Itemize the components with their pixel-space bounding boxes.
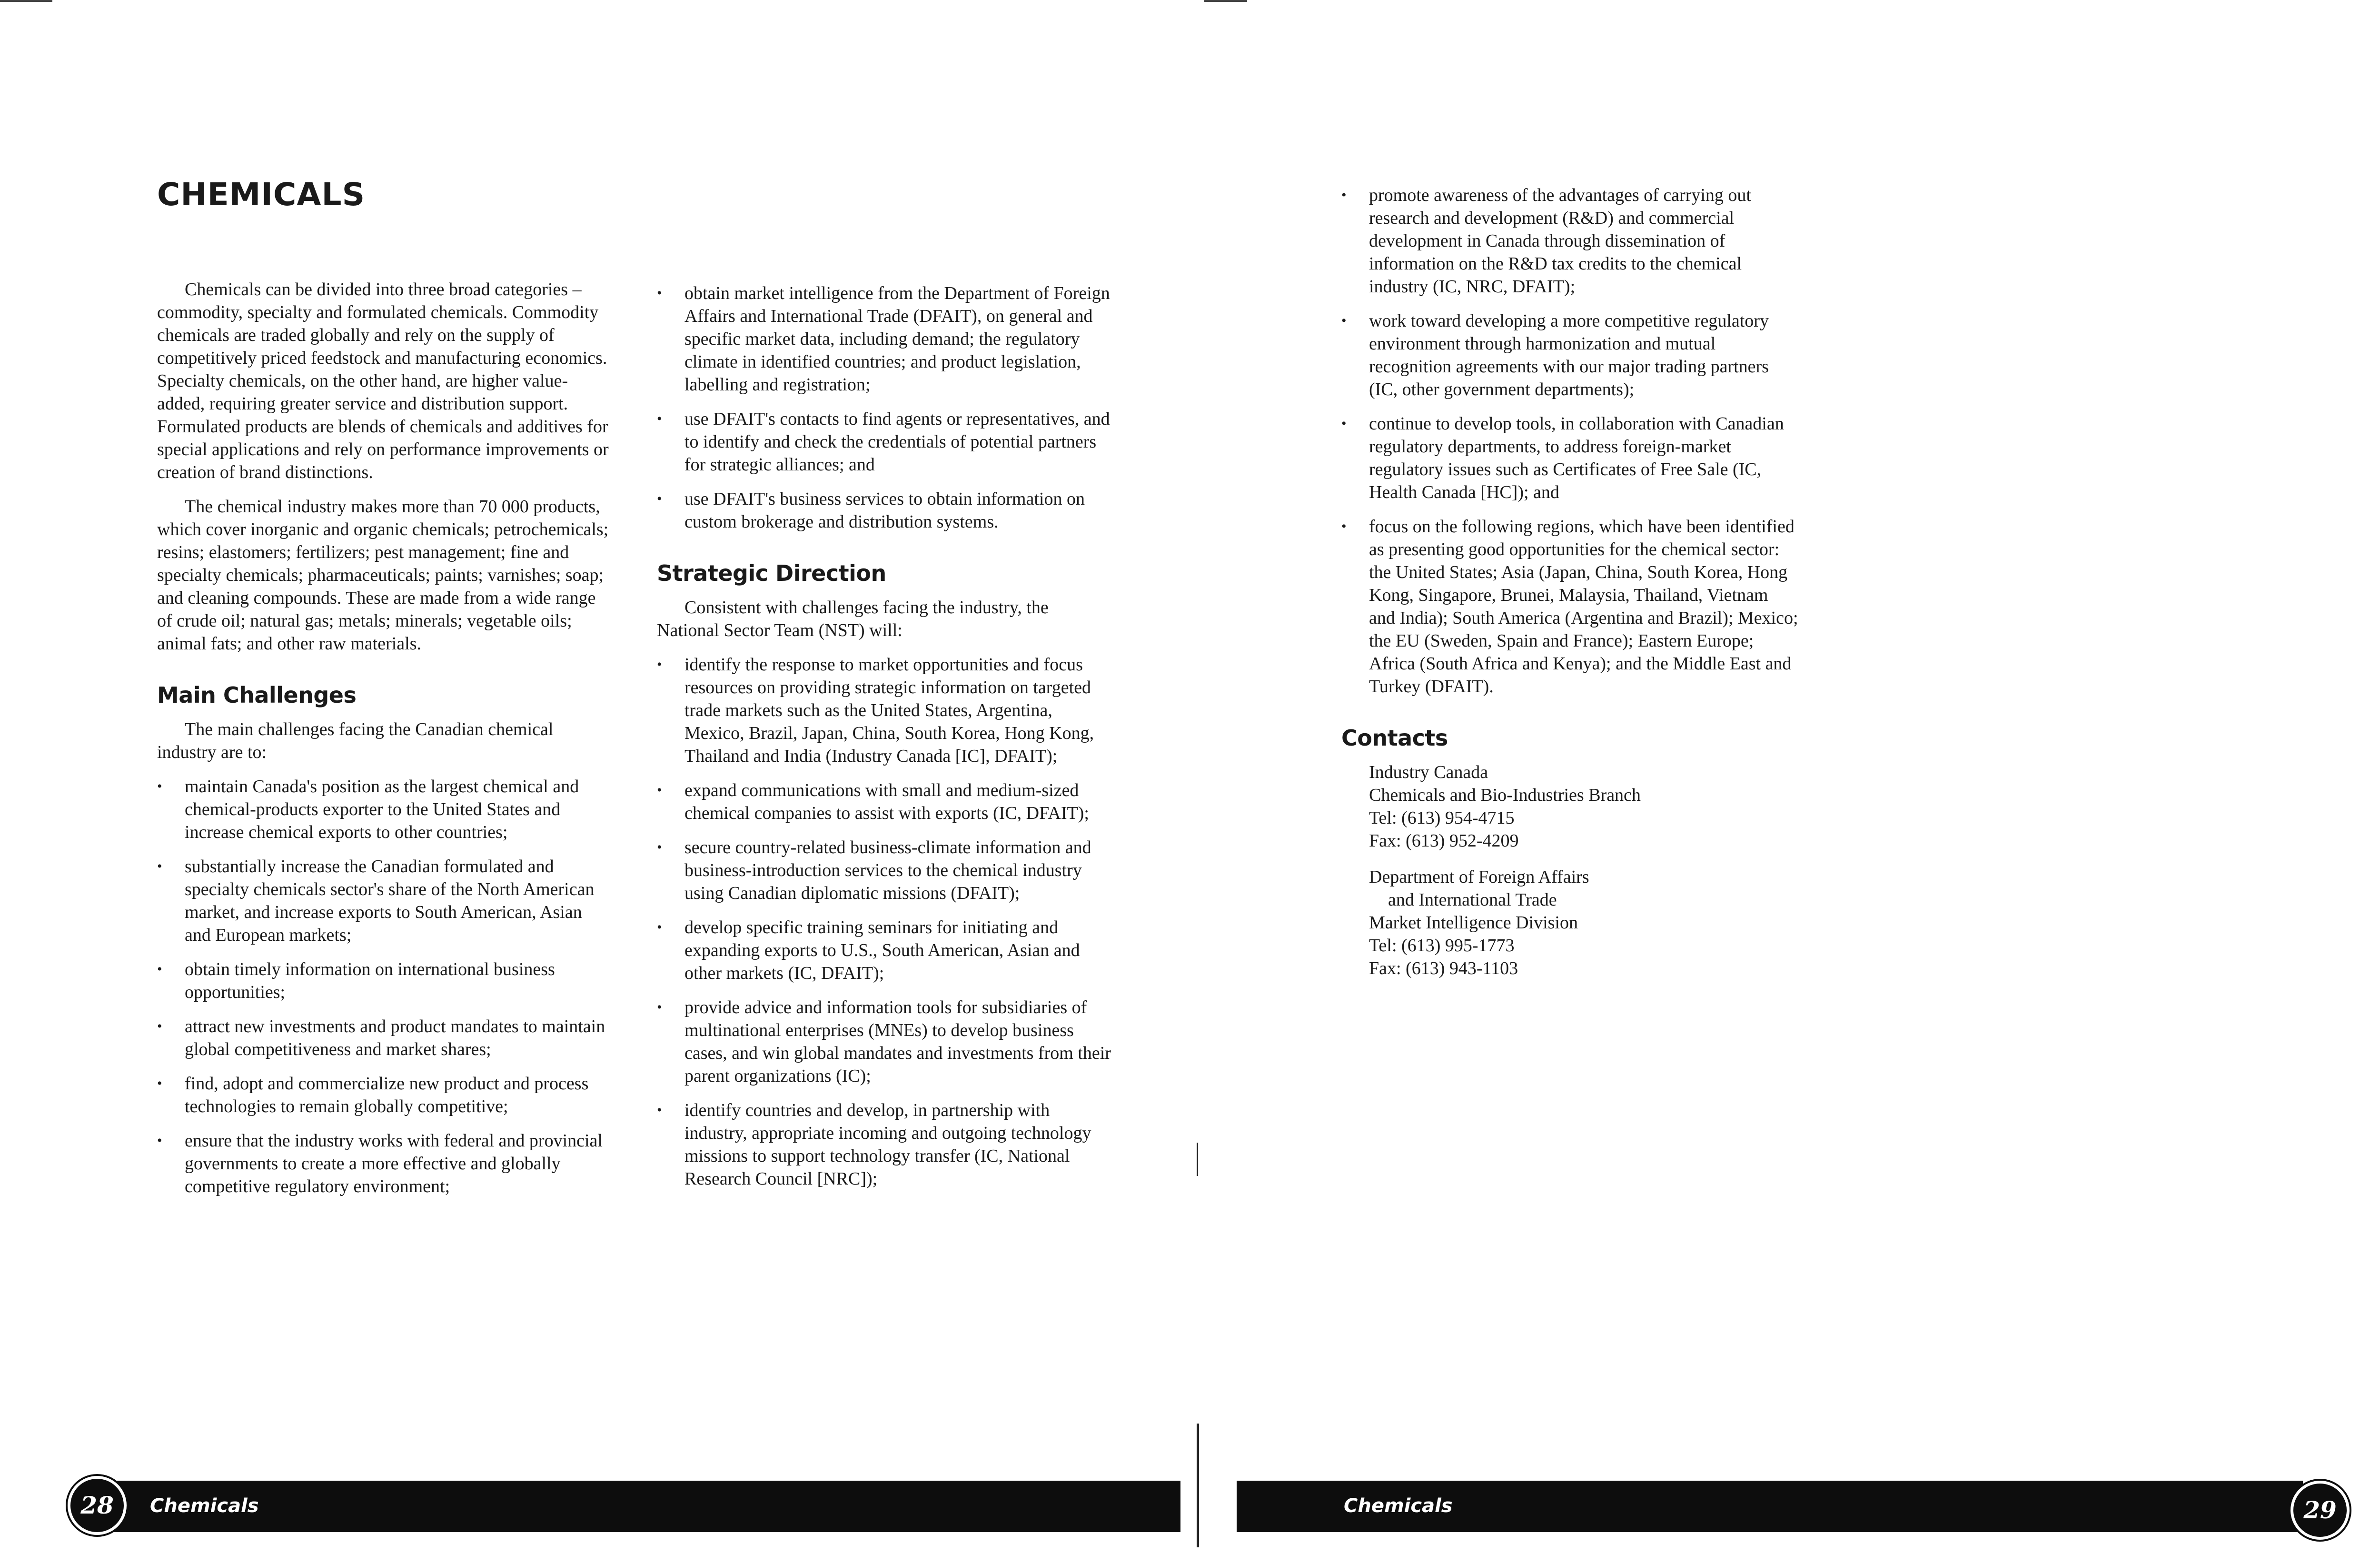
list-item: • identify countries and develop, in partnership with industry, appropriate incoming and outgoing technology missions to support technology transfer (IC, National Research Council [NRC]); — [657, 1099, 1114, 1190]
list-item: • expand communications with small and medium-sized chemical companies to assist with exports (IC, DFAIT); — [657, 779, 1114, 825]
strategic-direction-intro: Consistent with challenges facing the industry, the National Sector Team (NST) will: — [657, 598, 1049, 640]
page-spine — [1197, 1424, 1199, 1547]
list-item: • use DFAIT's contacts to find agents or representatives, and to identify and check the credentials of potential partners for strategic alliances; and — [657, 408, 1114, 476]
list-item: • use DFAIT's business services to obtain information on custom brokerage and distribution systems. — [657, 488, 1114, 533]
right-footer-label: Chemicals — [1344, 1495, 1453, 1517]
bullet-icon: • — [1341, 518, 1347, 534]
contact-org: Department of Foreign Affairs — [1369, 867, 1589, 887]
list-item: • find, adopt and commercialize new product and process technologies to remain globally competitive; — [157, 1072, 609, 1118]
contact-org-continued: and International Trade — [1388, 890, 1557, 910]
bullet-icon: • — [157, 1018, 162, 1034]
bullet-icon: • — [157, 961, 162, 977]
bullet-icon: • — [657, 919, 662, 935]
contact-tel: Tel: (613) 954-4715 — [1369, 808, 1515, 828]
bullet-icon: • — [657, 839, 662, 855]
bullet-icon: • — [657, 285, 662, 301]
top-edge-line-left — [0, 0, 52, 2]
contact-dfait — [1341, 866, 1798, 980]
list-item: • substantially increase the Canadian formulated and specialty chemicals sector's share of the North American market, and increase exports to South American, Asian and European markets; — [157, 855, 609, 946]
main-challenges-heading: Main Challenges — [157, 682, 357, 708]
top-edge-line-right — [1204, 0, 1247, 2]
contact-division: Market Intelligence Division — [1369, 913, 1578, 933]
bullet-icon: • — [657, 1102, 662, 1118]
left-column — [157, 278, 609, 1209]
right-column — [1341, 184, 1798, 993]
intro-paragraph-2: The chemical industry makes more than 70 000 products, which cover inorganic and organic chemicals; petrochemicals; resins; elastomers; fertilizers; pest management; fine and specialty chemicals; pharmaceuticals; paints; varnishes; soap; and cleaning compounds. These are made from a wide range of crude oil; natural gas; metals; minerals; vegetable oils; animal fats; and other raw materials. — [157, 497, 609, 654]
list-item: • ensure that the industry works with federal and provincial governments to create a more effective and globally competitive regulatory environment; — [157, 1129, 609, 1198]
bullet-icon: • — [657, 657, 662, 672]
list-item: • attract new investments and product mandates to maintain global competitiveness and market shares; — [157, 1015, 609, 1061]
contact-division: Chemicals and Bio-Industries Branch — [1369, 785, 1641, 805]
bullet-icon: • — [657, 411, 662, 427]
intro-paragraph-1: Chemicals can be divided into three broad categories – commodity, specialty and formulated chemicals. Commodity chemicals are traded globally and rely on the supply of competitively priced feedstock and manufacturing economics. Specialty chemicals, on the other hand, are higher value-added, requiring greater service and distribution support. Formulated products are blends of chemicals and additives for special applications and rely on performance improvements or creation of brand distinctions. — [157, 279, 609, 482]
bullet-icon: • — [157, 858, 162, 874]
bullet-icon: • — [657, 999, 662, 1015]
list-item: • focus on the following regions, which have been identified as presenting good opportunities for the chemical sector: the United States; Asia (Japan, China, South Korea, Hong Kong, Singapore, Brunei, Malaysia, Thailand, Vietnam and India); South America (Argentina and Brazil); Mexico; the EU (Sweden, Spain and France); Eastern Europe; Africa (South Africa and Kenya); and the Middle East and Turkey (DFAIT). — [1341, 515, 1798, 698]
bullet-icon: • — [657, 491, 662, 507]
page-spine-upper — [1197, 1143, 1198, 1176]
strategic-direction-heading: Strategic Direction — [657, 560, 886, 586]
list-item: • obtain market intelligence from the Department of Foreign Affairs and International Trade (DFAIT), on general and specific market data, including demand; the regulatory climate in identified countries; and product legislation, labelling and registration; — [657, 282, 1114, 396]
list-item: • provide advice and information tools for subsidiaries of multinational enterprises (MNEs) to develop business cases, and win global mandates and investments from their parent organizations (IC); — [657, 996, 1114, 1087]
list-item: • promote awareness of the advantages of carrying out research and development (R&D) and commercial development in Canada through dissemination of information on the R&D tax credits to the chemical industry (IC, NRC, DFAIT); — [1341, 184, 1798, 298]
strategic-direction-list — [657, 653, 1114, 1190]
continued-strategic-list — [1341, 184, 1798, 698]
bullet-icon: • — [1341, 416, 1347, 431]
list-item: • identify the response to market opportunities and focus resources on providing strategic information on targeted trade markets such as the United States, Argentina, Mexico, Brazil, Japan, China, South Korea, Hong Kong, Thailand and India (Industry Canada [IC], DFAIT); — [657, 653, 1114, 767]
page-title: CHEMICALS — [157, 176, 366, 213]
list-item: • obtain timely information on international business opportunities; — [157, 958, 609, 1004]
bullet-icon: • — [157, 1133, 162, 1148]
contact-tel: Tel: (613) 995-1773 — [1369, 936, 1515, 956]
contacts-heading: Contacts — [1341, 725, 1448, 751]
bullet-icon: • — [1341, 187, 1347, 203]
contact-org: Industry Canada — [1369, 762, 1488, 782]
main-challenges-intro: The main challenges facing the Canadian chemical industry are to: — [157, 719, 554, 762]
continued-challenges-list — [657, 282, 1114, 533]
contact-industry-canada — [1341, 761, 1798, 852]
right-page-number: 29 — [2291, 1481, 2350, 1540]
bullet-icon: • — [1341, 313, 1347, 329]
left-footer-label: Chemicals — [150, 1495, 259, 1517]
list-item: • continue to develop tools, in collaboration with Canadian regulatory departments, to address foreign-market regulatory issues such as Certificates of Free Sale (IC, Health Canada [HC]); and — [1341, 412, 1798, 504]
contact-fax: Fax: (613) 943-1103 — [1369, 958, 1518, 978]
list-item: • develop specific training seminars for initiating and expanding exports to U.S., South American, Asian and other markets (IC, DFAIT); — [657, 916, 1114, 985]
list-item: • secure country-related business-climate information and business-introduction services to the chemical industry using Canadian diplomatic missions (DFAIT); — [657, 836, 1114, 905]
list-item: • work toward developing a more competitive regulatory environment through harmonization and mutual recognition agreements with our major trading partners (IC, other government departments); — [1341, 309, 1798, 401]
contact-fax: Fax: (613) 952-4209 — [1369, 831, 1519, 851]
left-footer-bar — [95, 1481, 1180, 1532]
bullet-icon: • — [157, 778, 162, 794]
middle-column — [657, 282, 1114, 1202]
right-footer-bar — [1237, 1481, 2303, 1532]
bullet-icon: • — [657, 782, 662, 798]
main-challenges-list — [157, 775, 609, 1198]
list-item: • maintain Canada's position as the largest chemical and chemical-products exporter to the United States and increase chemical exports to other countries; — [157, 775, 609, 844]
left-page-number: 28 — [68, 1476, 127, 1535]
bullet-icon: • — [157, 1076, 162, 1091]
